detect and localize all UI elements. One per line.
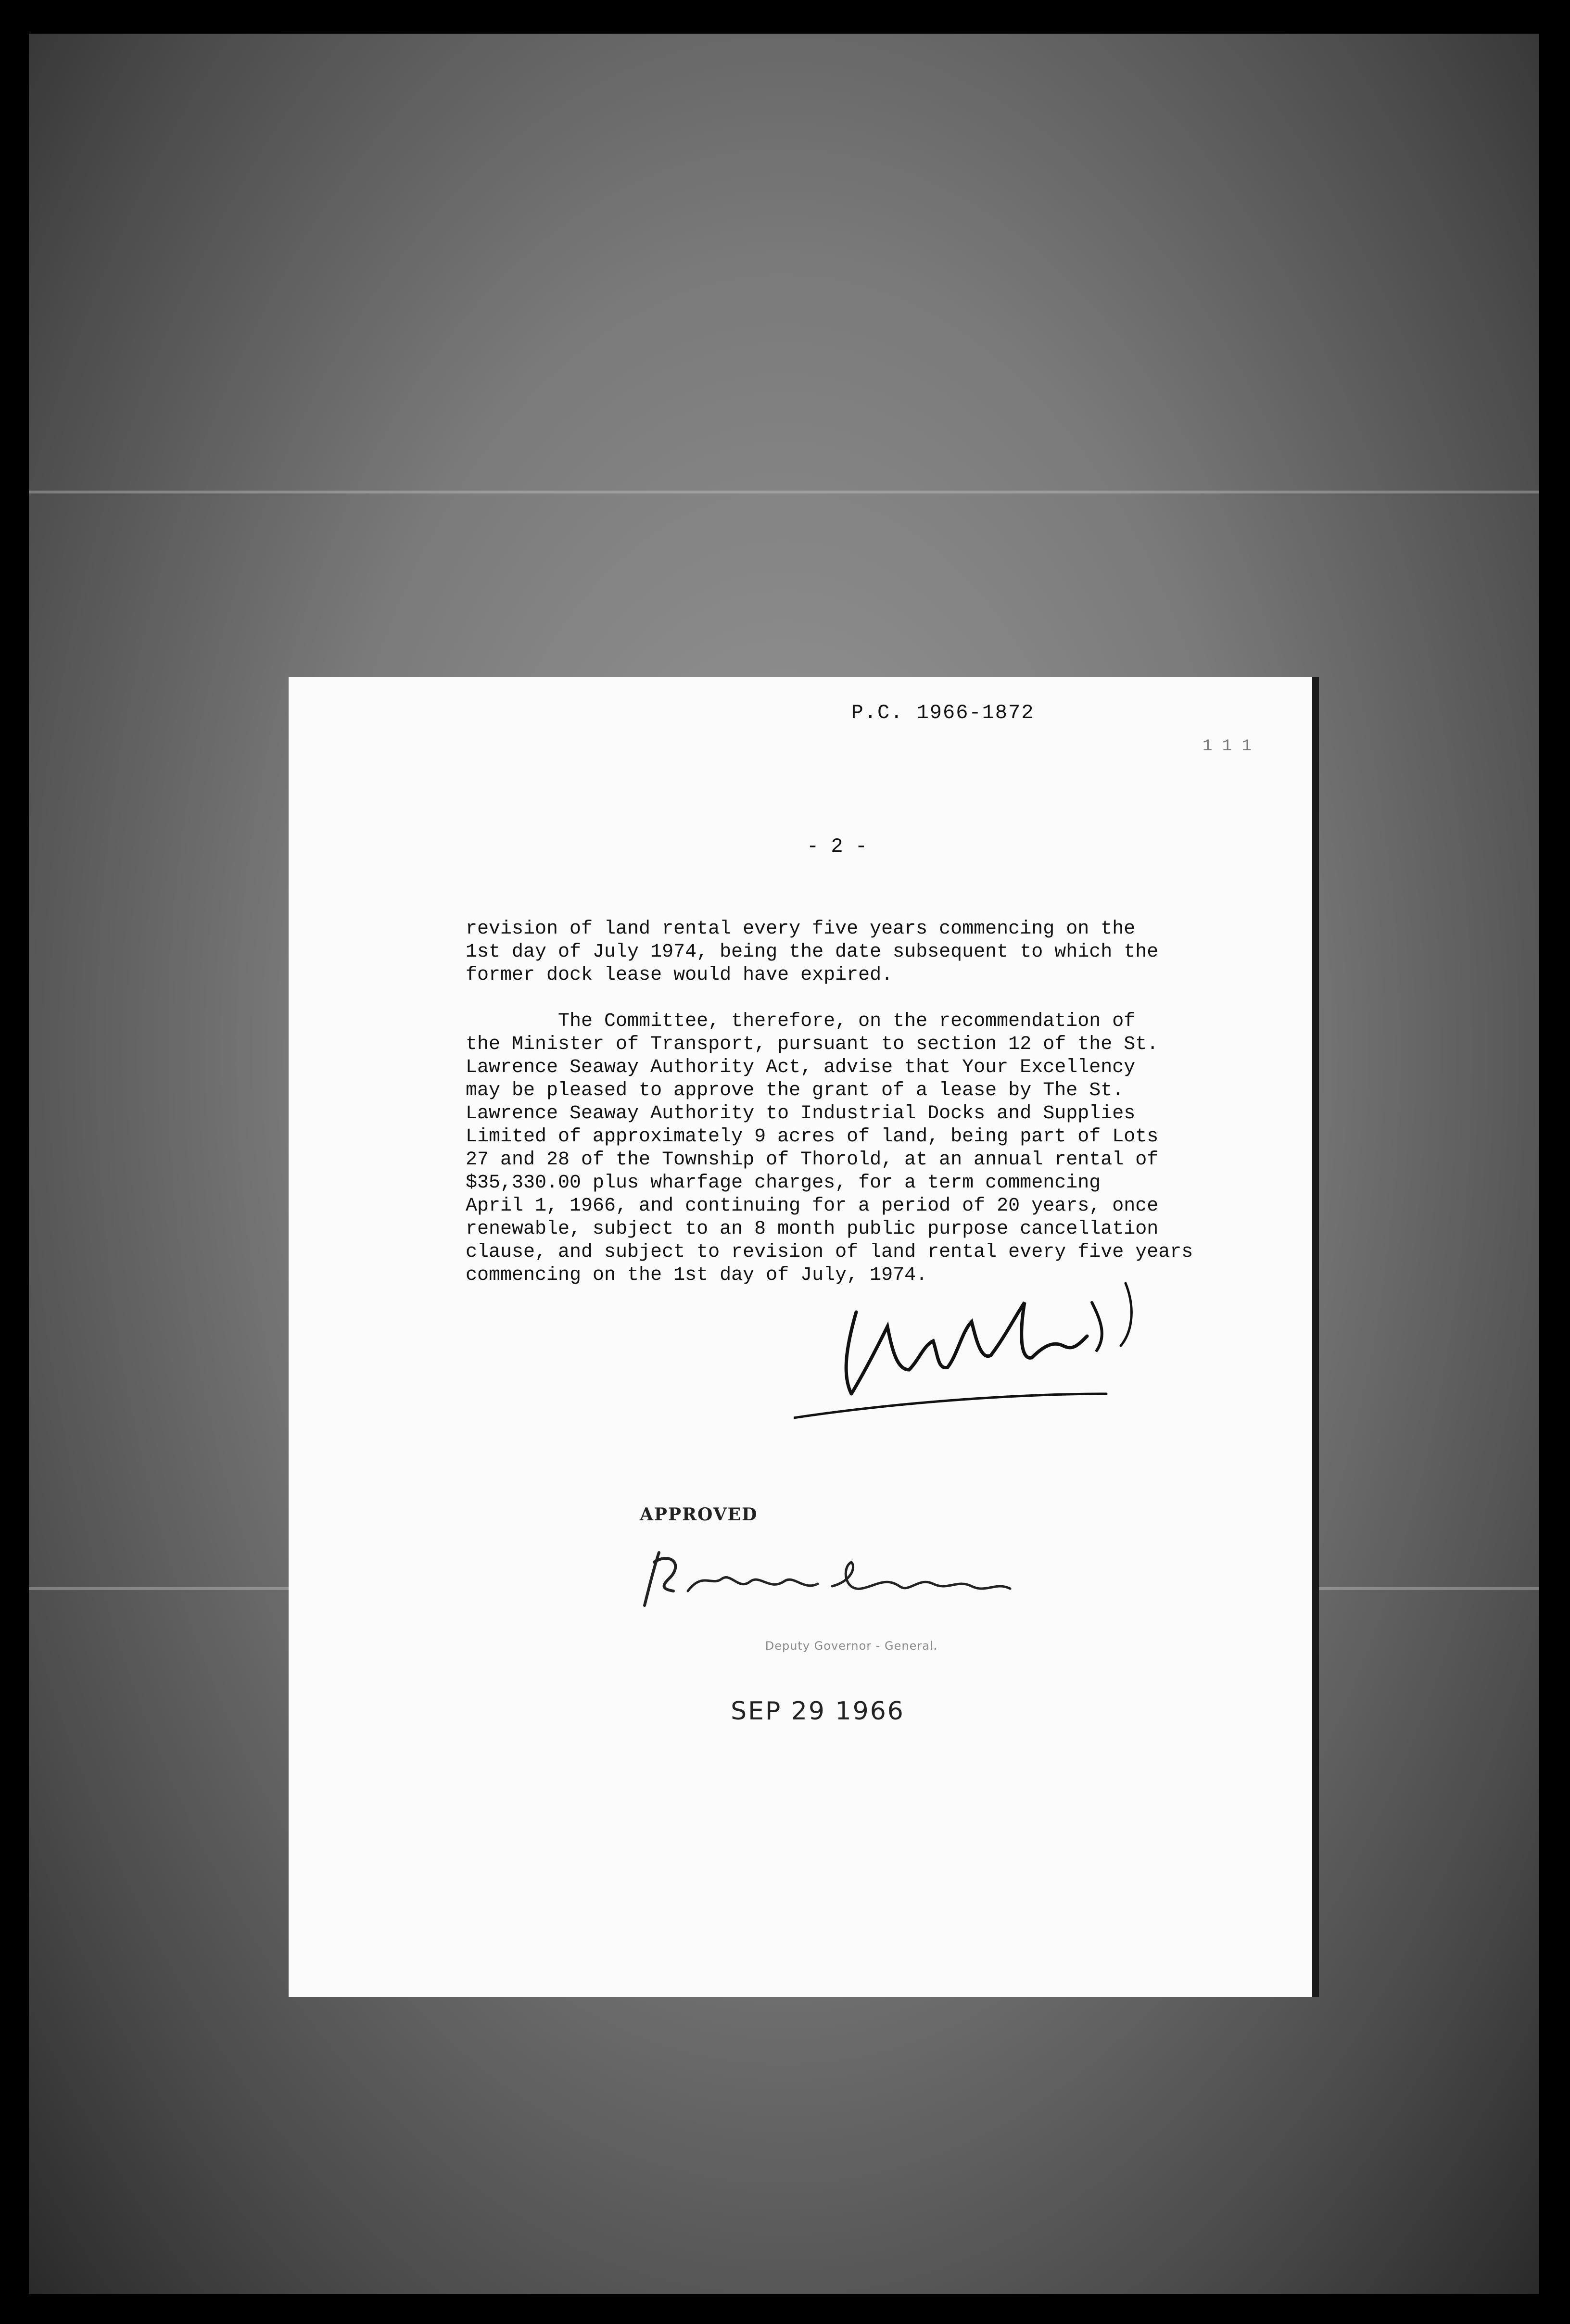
text-line: commencing on the 1st day of July, 1974. [466, 1264, 928, 1286]
text-line: the Minister of Transport, pursuant to section 12 of the St. [466, 1034, 1159, 1055]
text-line: revision of land rental every five years commencing on the [466, 918, 1136, 940]
deputy-governor-title: Deputy Governor - General. [765, 1639, 938, 1653]
text-line: 1st day of July 1974, being the date subsequent to which the [466, 941, 1159, 963]
text-line: The Committee, therefore, on the recommendation of [466, 1010, 1136, 1032]
text-line: renewable, subject to an 8 month public purpose cancellation [466, 1218, 1159, 1240]
text-line: 27 and 28 of the Township of Thorold, at an annual rental of [466, 1149, 1159, 1171]
fold-line [29, 491, 1539, 493]
text-line: April 1, 1966, and continuing for a period of 20 years, once [466, 1195, 1159, 1217]
text-line: Limited of approximately 9 acres of land, being part of Lots [466, 1126, 1159, 1148]
minister-signature [794, 1274, 1159, 1427]
corner-mark: 1 1 1 [1203, 737, 1252, 756]
text-line: may be pleased to approve the grant of a lease by The St. [466, 1080, 1124, 1101]
text-line: Lawrence Seaway Authority to Industrial Docks and Supplies [466, 1103, 1136, 1124]
deputy-governor-signature [625, 1533, 1106, 1629]
document-page [289, 677, 1312, 1997]
date-stamp: SEP 29 1966 [731, 1697, 905, 1726]
approved-label: APPROVED [640, 1504, 758, 1525]
text-line: former dock lease would have expired. [466, 964, 893, 986]
body-text [466, 918, 1293, 1287]
page-number: - 2 - [806, 835, 868, 858]
text-line: Lawrence Seaway Authority Act, advise that Your Excellency [466, 1057, 1136, 1078]
text-line: $35,330.00 plus wharfage charges, for a term commencing [466, 1172, 1101, 1194]
text-line: clause, and subject to revision of land rental every five years [466, 1241, 1193, 1263]
order-number: P.C. 1966-1872 [851, 701, 1035, 724]
